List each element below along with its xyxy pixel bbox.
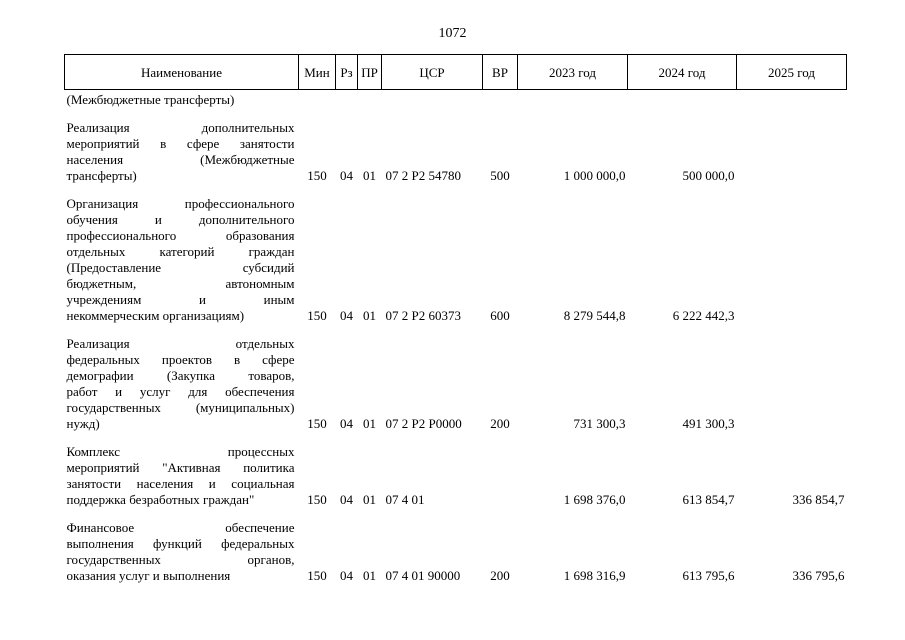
- header-rz: Рз: [336, 55, 358, 90]
- cell-csr: 07 2 P2 60373: [385, 308, 461, 323]
- cell-min: 150: [307, 168, 327, 183]
- continuation-row: [65, 90, 847, 109]
- cell-name: [65, 324, 299, 432]
- name-line: федеральных проектов в сфере: [66, 352, 295, 367]
- cell-csr: 07 4 01 90000: [385, 568, 461, 583]
- cell-2025: [737, 184, 847, 324]
- cell-rz: 04: [340, 568, 353, 583]
- cell-vr: [483, 432, 518, 508]
- name-line: оказания услуг и выполнения: [66, 568, 231, 583]
- continuation-text: (Межбюджетные трансферты): [66, 92, 235, 107]
- header-min: Мин: [299, 55, 336, 90]
- header-2025: 2025 год: [737, 55, 847, 90]
- cell-pr: 01: [363, 492, 376, 507]
- table-header-row: [65, 55, 847, 90]
- cell-2025: [737, 108, 847, 184]
- header-2023: 2023 год: [518, 55, 628, 90]
- cell-2023: 8 279 544,8: [563, 308, 626, 323]
- table-row: [65, 324, 847, 432]
- name-line: Финансовое обеспечение: [66, 520, 295, 535]
- name-line: мероприятий "Активная политика: [66, 460, 295, 475]
- name-line: Организация профессионального: [66, 196, 295, 211]
- cell-2024: 613 854,7: [682, 492, 735, 507]
- cell-2023: 1 698 316,9: [563, 568, 626, 583]
- name-line: государственных (муниципальных): [66, 400, 295, 415]
- cell-min: 150: [307, 568, 327, 583]
- cell-min: 150: [307, 416, 327, 431]
- header-name: Наименование: [65, 55, 299, 90]
- cell-name: [65, 108, 299, 184]
- header-2024: 2024 год: [628, 55, 737, 90]
- name-line: Реализация дополнительных: [66, 120, 295, 135]
- cell-pr: 01: [363, 308, 376, 323]
- cell-pr: 01: [363, 416, 376, 431]
- cell-rz: 04: [340, 308, 353, 323]
- cell-pr: 01: [363, 568, 376, 583]
- name-line: профессионального образования: [66, 228, 295, 243]
- budget-table: [64, 54, 847, 584]
- cell-vr: 600: [490, 308, 510, 323]
- cell-2024: 6 222 442,3: [672, 308, 735, 323]
- name-line: некоммерческим организациям): [66, 308, 245, 323]
- cell-2025: 336 795,6: [792, 568, 845, 583]
- cell-name: [65, 432, 299, 508]
- table-row: [65, 184, 847, 324]
- cell-2024: 500 000,0: [682, 168, 735, 183]
- table-row: [65, 108, 847, 184]
- name-line: мероприятий в сфере занятости: [66, 136, 295, 151]
- cell-vr: 200: [490, 568, 510, 583]
- cell-2024: 613 795,6: [682, 568, 735, 583]
- cell-2023: 1 000 000,0: [563, 168, 626, 183]
- cell-min: 150: [307, 308, 327, 323]
- name-line: работ и услуг для обеспечения: [66, 384, 295, 399]
- cell-vr: 500: [490, 168, 510, 183]
- cell-name: [65, 508, 299, 584]
- name-line: трансферты): [66, 168, 137, 183]
- page-number: 1072: [438, 26, 467, 41]
- name-line: выполнения функций федеральных: [66, 536, 295, 551]
- cell-csr: 07 4 01: [385, 492, 425, 507]
- name-line: отдельных категорий граждан: [66, 244, 295, 259]
- cell-name: [65, 184, 299, 324]
- cell-pr: 01: [363, 168, 376, 183]
- table-row: [65, 432, 847, 508]
- cell-csr: 07 2 P2 54780: [385, 168, 461, 183]
- name-line: демографии (Закупка товаров,: [66, 368, 295, 383]
- name-line: бюджетным, автономным: [66, 276, 295, 291]
- name-line: учреждениям и иным: [66, 292, 295, 307]
- name-line: поддержка безработных граждан": [66, 492, 255, 507]
- cell-csr: 07 2 P2 P0000: [385, 416, 462, 431]
- cell-2023: 1 698 376,0: [563, 492, 626, 507]
- header-vr: ВР: [483, 55, 518, 90]
- cell-2024: 491 300,3: [682, 416, 735, 431]
- header-pr: ПР: [358, 55, 382, 90]
- name-line: занятости населения и социальная: [66, 476, 295, 491]
- cell-min: 150: [307, 492, 327, 507]
- name-line: Реализация отдельных: [66, 336, 295, 351]
- name-line: нужд): [66, 416, 100, 431]
- cell-2025: [737, 324, 847, 432]
- cell-rz: 04: [340, 416, 353, 431]
- name-line: обучения и дополнительного: [66, 212, 295, 227]
- cell-vr: 200: [490, 416, 510, 431]
- header-csr: ЦСР: [382, 55, 483, 90]
- cell-rz: 04: [340, 168, 353, 183]
- name-line: населения (Межбюджетные: [66, 152, 295, 167]
- cell-rz: 04: [340, 492, 353, 507]
- name-line: (Предоставление субсидий: [66, 260, 295, 275]
- name-line: Комплекс процессных: [66, 444, 295, 459]
- cell-2025: 336 854,7: [792, 492, 845, 507]
- cell-2023: 731 300,3: [573, 416, 626, 431]
- name-line: государственных органов,: [66, 552, 295, 567]
- table-row: [65, 508, 847, 584]
